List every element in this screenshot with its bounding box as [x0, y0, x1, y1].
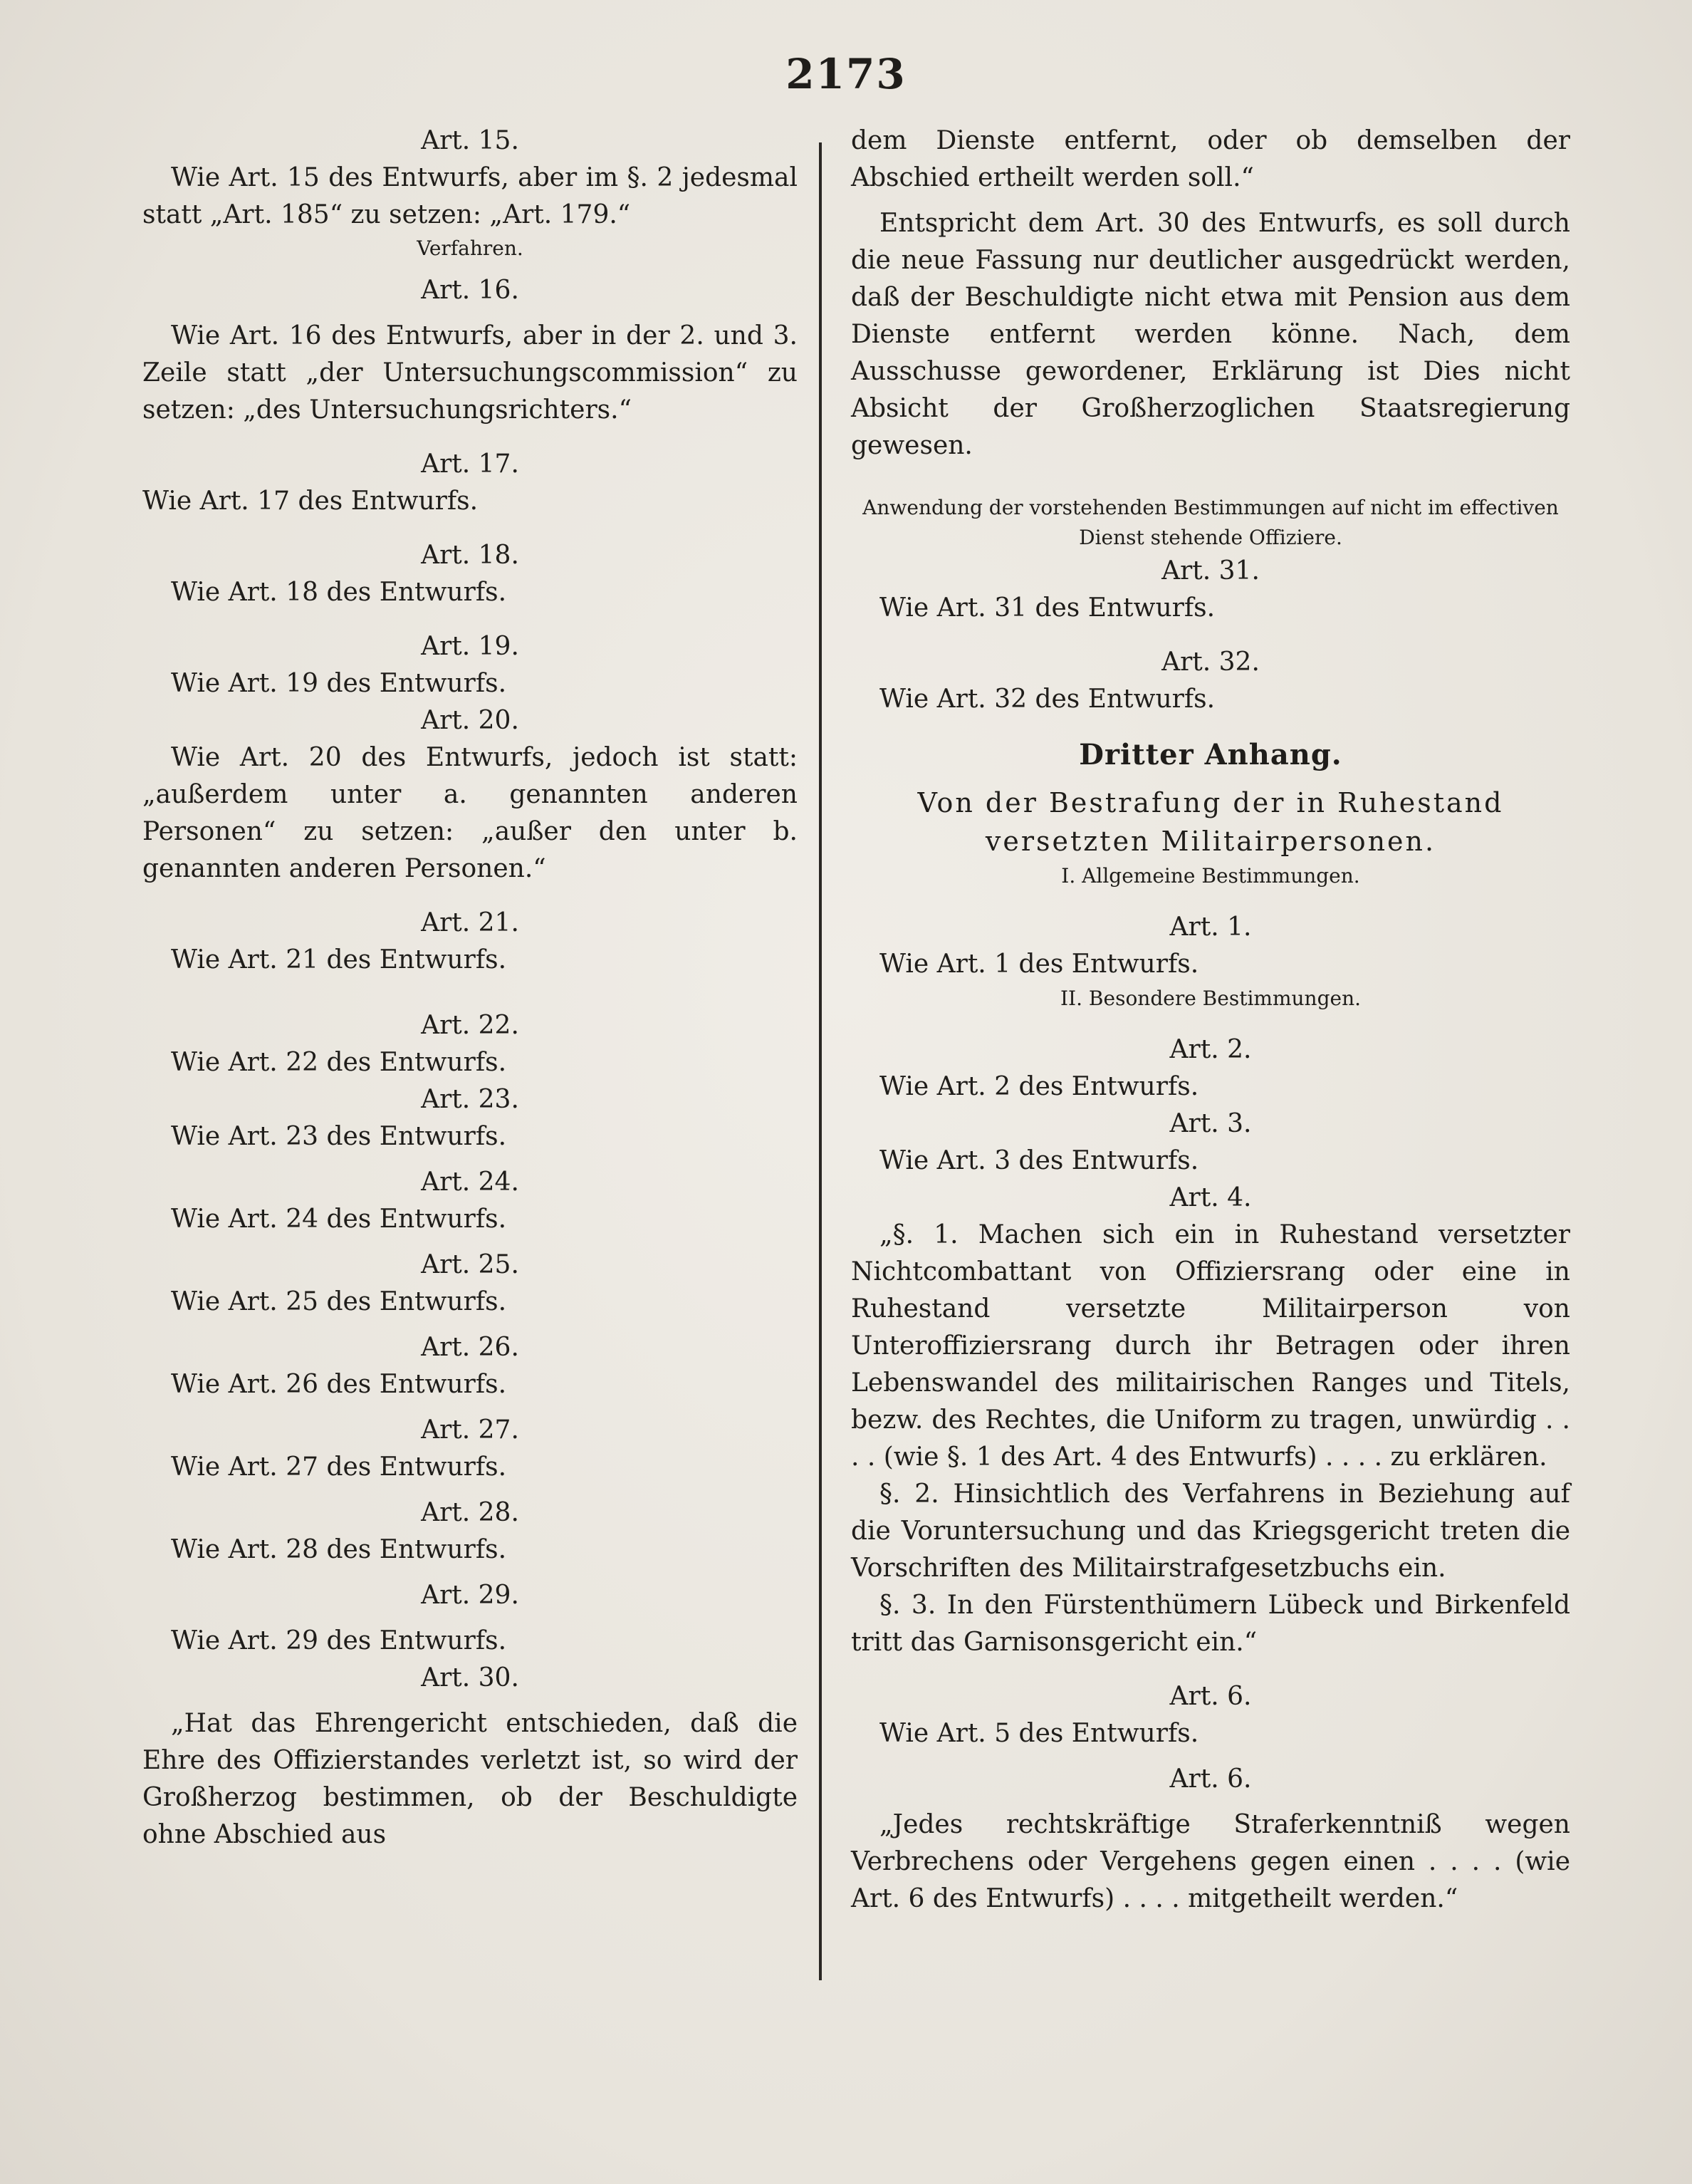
article-heading: Art. 19.	[421, 632, 519, 661]
article-heading: Art. 28.	[421, 1498, 519, 1527]
article-text: „Hat das Ehrengericht entschieden, daß die Ehre des Offizierstandes verletzt ist, so wird der Großherzog bestimmen, ob der Beschuldigte ohne Abschied aus	[142, 1709, 798, 1849]
article-heading: Art. 4.	[1169, 1183, 1252, 1212]
article-paragraph: §. 2. Hinsichtlich des Verfahrens in Beziehung auf die Voruntersuchung und das Kriegsgericht treten die Vorschriften des Militairstrafgesetzbuchs ein.	[851, 1480, 1570, 1583]
article-text: Wie Art. 20 des Entwurfs, jedoch ist statt: „außerdem unter a. genannten anderen Personen“ zu setzen: „außer den unter b. genannten anderen Personen.“	[142, 743, 798, 883]
article-heading: Art. 29.	[421, 1581, 519, 1610]
article-text: Wie Art. 17 des Entwurfs.	[142, 487, 479, 516]
article-text: Wie Art. 2 des Entwurfs.	[879, 1072, 1199, 1101]
article-text: Wie Art. 23 des Entwurfs.	[171, 1122, 507, 1151]
article-heading: Art. 18.	[421, 541, 519, 570]
article-heading: Art. 17.	[421, 449, 519, 479]
article-text: Wie Art. 1 des Entwurfs.	[879, 950, 1199, 979]
article-heading: Art. 15.	[421, 126, 519, 155]
appendix-title: Von der Bestrafung der in Ruhestand versetzten Militairpersonen.	[917, 787, 1504, 857]
article-text: „Jedes rechtskräftige Straferkenntniß wegen Verbrechens oder Vergehens gegen einen . . . . (wie Art. 6 des Entwurfs) . . . . mitgetheilt werden.“	[851, 1810, 1570, 1913]
article-text: Wie Art. 24 des Entwurfs.	[171, 1205, 507, 1234]
article-heading: Art. 22.	[421, 1011, 519, 1040]
page-number: 2173	[785, 50, 907, 98]
article-text: Wie Art. 27 des Entwurfs.	[171, 1452, 507, 1482]
section-heading-anwendung: Anwendung der vorstehenden Bestimmungen auf nicht im effectiven Dienst stehende Offiziere.	[862, 496, 1559, 549]
article-heading: Art. 30.	[421, 1663, 519, 1692]
article-heading: Art. 25.	[421, 1250, 519, 1279]
article-text: Wie Art. 18 des Entwurfs.	[171, 578, 507, 607]
article-text: Wie Art. 21 des Entwurfs.	[171, 945, 507, 974]
left-column	[142, 123, 798, 1853]
article-paragraph: „§. 1. Machen sich ein in Ruhestand versetzter Nichtcombattant von Offiziersrang oder eine in Ruhestand versetzte Militairperson von Unteroffiziersrang durch ihr Betragen oder ihren Lebenswandel des militairischen Ranges und Titels, bezw. des Rechtes, die Uniform zu tragen, unwürdig . . . . (wie §. 1 des Art. 4 des Entwurfs) . . . . zu erklären.	[851, 1220, 1570, 1472]
article-text: Wie Art. 22 des Entwurfs.	[171, 1048, 507, 1077]
article-heading: Art. 21.	[421, 908, 519, 937]
article-heading: Art. 6.	[1169, 1764, 1252, 1794]
article-text: Wie Art. 28 des Entwurfs.	[171, 1535, 507, 1564]
article-heading: Art. 26.	[421, 1333, 519, 1362]
article-heading: Art. 23.	[421, 1085, 519, 1114]
article-text: Wie Art. 29 des Entwurfs.	[171, 1626, 507, 1655]
section-label-verfahren: Verfahren.	[417, 236, 523, 260]
article-text: Wie Art. 16 des Entwurfs, aber in der 2. und 3. Zeile statt „der Untersuchungscommission“ zu setzen: „des Untersuchungsrichters.“	[142, 321, 798, 425]
article-text: Wie Art. 26 des Entwurfs.	[171, 1370, 507, 1399]
article-text: Wie Art. 3 des Entwurfs.	[879, 1146, 1199, 1175]
article-heading: Art. 6.	[1169, 1682, 1252, 1711]
column-divider	[819, 142, 822, 1980]
article-text-continued: dem Dienste entfernt, oder ob demselben der Abschied ertheilt werden soll.“	[851, 126, 1570, 192]
article-heading: Art. 24.	[421, 1168, 519, 1197]
section-heading-besondere: II. Besondere Bestimmungen.	[1060, 987, 1361, 1010]
right-column	[851, 123, 1570, 1918]
article-heading: Art. 20.	[421, 706, 519, 735]
article-text: Wie Art. 15 des Entwurfs, aber im §. 2 jedesmal statt „Art. 185“ zu setzen: „Art. 179.“	[142, 163, 798, 229]
article-paragraph: §. 3. In den Fürstenthümern Lübeck und Birkenfeld tritt das Garnisonsgericht ein.“	[851, 1591, 1570, 1657]
article-heading: Art. 3.	[1169, 1109, 1252, 1138]
article-text: Wie Art. 32 des Entwurfs.	[879, 685, 1216, 714]
article-text: Wie Art. 31 des Entwurfs.	[879, 593, 1216, 623]
article-text: Wie Art. 25 des Entwurfs.	[171, 1287, 507, 1316]
article-heading: Art. 1.	[1169, 912, 1252, 942]
commentary-paragraph: Entspricht dem Art. 30 des Entwurfs, es soll durch die neue Fassung nur deutlicher ausgedrückt werden, daß der Beschuldigte nicht etwa mit Pension aus dem Dienste entfernt werden könne. Nach, dem Ausschusse gewordener, Erklärung ist Dies nicht Absicht der Großherzoglichen Staatsregierung gewesen.	[851, 209, 1570, 460]
article-text: Wie Art. 5 des Entwurfs.	[879, 1719, 1199, 1748]
article-heading: Art. 31.	[1161, 556, 1260, 586]
article-heading: Art. 16.	[421, 276, 519, 305]
section-heading-allgemeine: I. Allgemeine Bestimmungen.	[1061, 864, 1360, 888]
article-heading: Art. 27.	[421, 1415, 519, 1445]
article-heading: Art. 2.	[1169, 1035, 1252, 1064]
article-heading: Art. 32.	[1161, 648, 1260, 677]
article-text: Wie Art. 19 des Entwurfs.	[171, 669, 507, 698]
appendix-heading: Dritter Anhang.	[1079, 738, 1342, 771]
